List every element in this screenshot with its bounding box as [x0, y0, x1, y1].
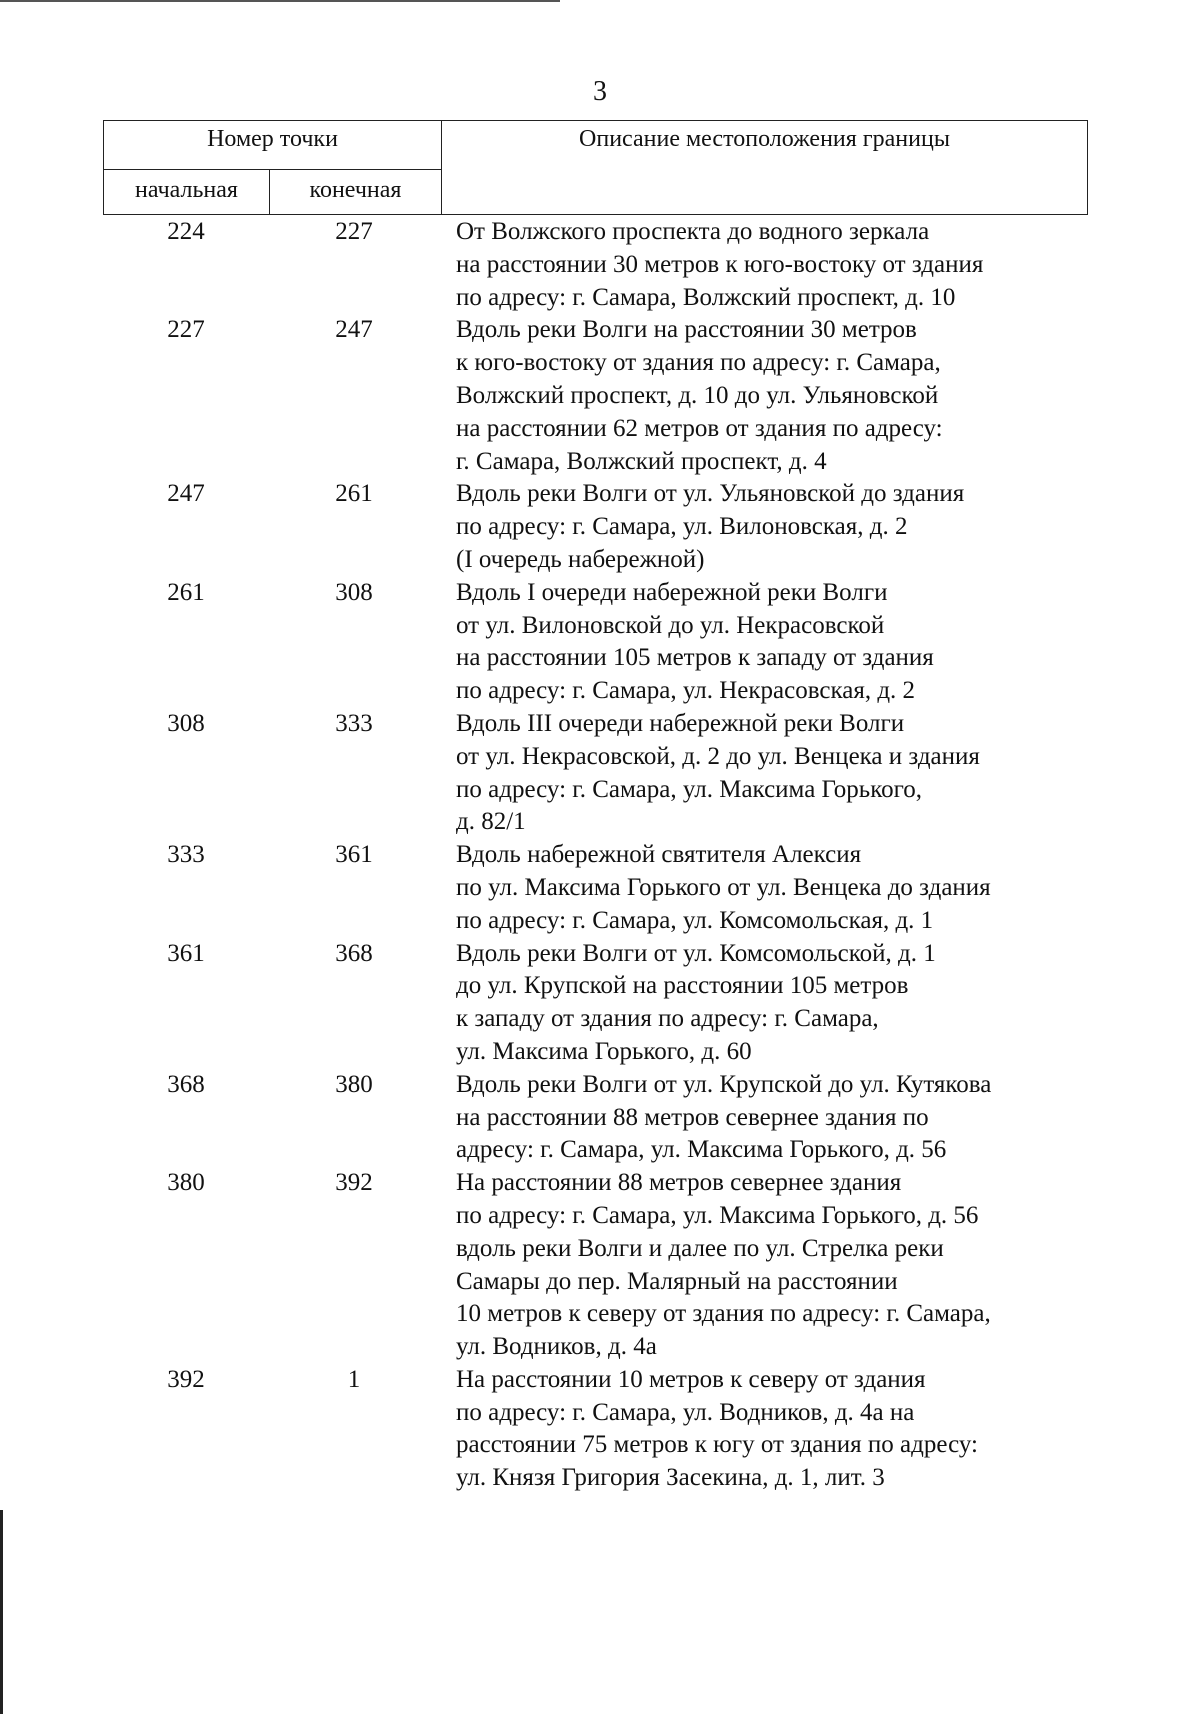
description-line: Вдоль реки Волги от ул. Крупской до ул. Кутякова [456, 1070, 992, 1098]
start-point-cell: 380 [167, 1169, 205, 1197]
start-point-cell: 361 [167, 939, 205, 967]
description-line: расстоянии 75 метров к югу от здания по адресу: [456, 1431, 978, 1459]
description-cell [439, 839, 1103, 937]
description-line: От Волжского проспекта до водного зеркала [456, 218, 930, 245]
end-point-cell: 333 [335, 709, 373, 737]
description-cell [439, 938, 1103, 1069]
table-row [103, 938, 1103, 1069]
table-header [103, 120, 1088, 215]
description-line: к западу от здания по адресу: г. Самара, [456, 1005, 879, 1033]
header-description: Описание местоположения границы [442, 121, 1088, 215]
description-line: по ул. Максима Горького от ул. Венцека до здания [456, 873, 991, 901]
start-point-cell: 261 [167, 578, 205, 606]
description-line: до ул. Крупской на расстоянии 105 метров [456, 972, 909, 1000]
start-point-cell: 392 [167, 1365, 205, 1393]
description-line: на расстоянии 30 метров к юго-востоку от здания [456, 250, 984, 278]
description-cell [439, 577, 1103, 708]
description-cell [439, 1069, 1103, 1167]
end-point-cell: 368 [335, 939, 373, 967]
description-line: на расстоянии 105 метров к западу от здания [456, 644, 934, 672]
description-line: на расстоянии 62 метров от здания по адресу: [456, 414, 943, 442]
page-number: 3 [593, 76, 607, 107]
end-point-cell: 227 [335, 218, 373, 245]
description-cell [439, 708, 1103, 839]
description-line: Волжский проспект, д. 10 до ул. Ульяновской [456, 381, 939, 409]
description-line: Самары до пер. Малярный на расстоянии [456, 1267, 898, 1295]
start-point-cell: 368 [167, 1070, 205, 1098]
description-line: от ул. Вилоновской до ул. Некрасовской [456, 611, 885, 639]
description-line: На расстоянии 10 метров к северу от здания [456, 1365, 926, 1393]
header-start: начальная [104, 170, 270, 215]
description-line: по адресу: г. Самара, ул. Максима Горького, д. 56 [456, 1201, 979, 1229]
description-line: (I очередь набережной) [456, 545, 705, 573]
description-line: Вдоль реки Волги на расстоянии 30 метров [456, 316, 917, 344]
header-point-number: Номер точки [104, 121, 442, 170]
table-row [103, 1167, 1103, 1364]
table-row [103, 314, 1103, 478]
description-line: по адресу: г. Самара, ул. Комсомольская, д. 1 [456, 906, 934, 934]
table-row [103, 577, 1103, 708]
description-line: ул. Водников, д. 4а [456, 1333, 657, 1361]
header-end: конечная [270, 170, 442, 215]
description-cell [439, 314, 1103, 478]
start-point-cell: 308 [167, 709, 205, 737]
description-line: Вдоль набережной святителя Алексия [456, 841, 862, 869]
description-line: по адресу: г. Самара, ул. Водников, д. 4а на [456, 1398, 915, 1426]
table-row [103, 1364, 1103, 1495]
description-cell [439, 1364, 1103, 1495]
start-point-cell: 227 [167, 316, 205, 344]
start-point-cell: 224 [167, 218, 205, 245]
description-line: по адресу: г. Самара, ул. Вилоновская, д. 2 [456, 513, 908, 541]
description-line: по адресу: г. Самара, ул. Максима Горького, [456, 775, 922, 803]
table-row [103, 1069, 1103, 1167]
table-body [103, 216, 1103, 1495]
description-line: Вдоль I очереди набережной реки Волги [456, 578, 888, 606]
description-line: д. 82/1 [456, 808, 526, 836]
table-row [103, 478, 1103, 576]
description-line: к юго-востоку от здания по адресу: г. Самара, [456, 349, 941, 377]
end-point-cell: 361 [335, 841, 373, 869]
description-line: вдоль реки Волги и далее по ул. Стрелка реки [456, 1234, 944, 1262]
description-cell [439, 216, 1103, 314]
table-row [103, 216, 1103, 314]
description-line: на расстоянии 88 метров севернее здания по [456, 1103, 929, 1131]
end-point-cell: 392 [335, 1169, 373, 1197]
description-line: 10 метров к северу от здания по адресу: г. Самара, [456, 1300, 991, 1328]
description-line: адресу: г. Самара, ул. Максима Горького, д. 56 [456, 1136, 947, 1164]
start-point-cell: 247 [167, 480, 205, 508]
scan-left-edge [0, 1510, 3, 1714]
description-line: г. Самара, Волжский проспект, д. 4 [456, 447, 827, 475]
description-line: Вдоль реки Волги от ул. Ульяновской до здания [456, 480, 965, 508]
description-line: Вдоль III очереди набережной реки Волги [456, 709, 905, 737]
table-row [103, 708, 1103, 839]
description-line: ул. Князя Григория Засекина, д. 1, лит. 3 [456, 1464, 885, 1492]
description-line: от ул. Некрасовской, д. 2 до ул. Венцека и здания [456, 742, 980, 770]
table-row [103, 839, 1103, 937]
end-point-cell: 247 [335, 316, 373, 344]
end-point-cell: 308 [335, 578, 373, 606]
end-point-cell: 261 [335, 480, 373, 508]
description-line: Вдоль реки Волги от ул. Комсомольской, д. 1 [456, 939, 936, 967]
description-line: по адресу: г. Самара, Волжский проспект, д. 10 [456, 283, 956, 311]
end-point-cell: 380 [335, 1070, 373, 1098]
description-line: На расстоянии 88 метров севернее здания [456, 1169, 902, 1197]
start-point-cell: 333 [167, 841, 205, 869]
scan-top-edge [0, 0, 560, 2]
description-cell [439, 1167, 1103, 1364]
description-line: ул. Максима Горького, д. 60 [456, 1037, 752, 1065]
end-point-cell: 1 [347, 1365, 361, 1393]
description-cell [439, 478, 1103, 576]
description-line: по адресу: г. Самара, ул. Некрасовская, д. 2 [456, 677, 916, 705]
